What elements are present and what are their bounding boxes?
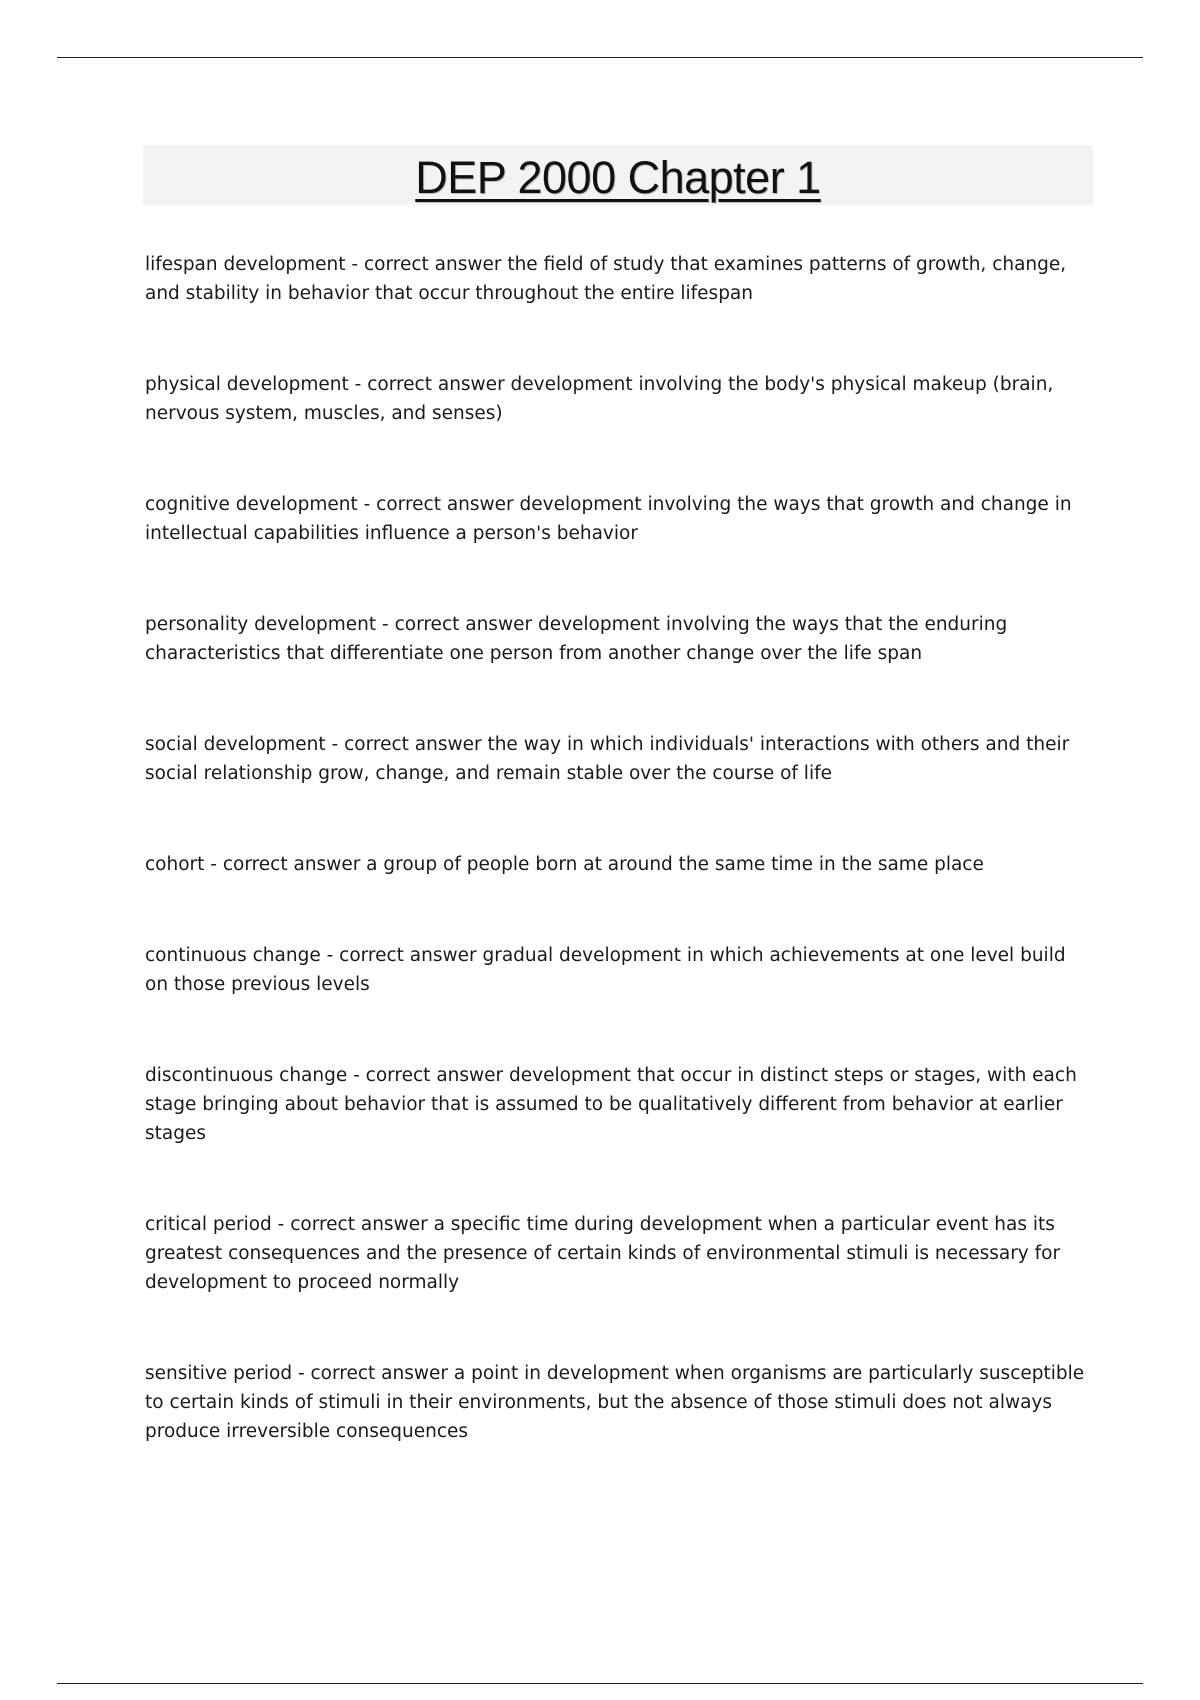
- definition-physical-development: physical development - correct answer development involving the body's physical makeup (brain, nervous system, muscles, and senses): [145, 374, 1054, 424]
- bottom-divider: [57, 1683, 1143, 1684]
- definition-cohort: cohort - correct answer a group of people born at around the same time in the same place: [145, 854, 984, 875]
- definition-discontinuous-change: discontinuous change - correct answer development that occur in distinct steps or stages, with each stage bringing about behavior that is assumed to be qualitatively different from behavior at earlier stages: [145, 1065, 1077, 1144]
- definition-social-development: social development - correct answer the way in which individuals' interactions with others and their social relationship grow, change, and remain stable over the course of life: [145, 734, 1070, 784]
- definition-lifespan-development: lifespan development - correct answer the field of study that examines patterns of growth, change, and stability in behavior that occur throughout the entire lifespan: [145, 254, 1067, 304]
- title-band: [143, 145, 1093, 205]
- definition-critical-period: critical period - correct answer a specific time during development when a particular event has its greatest consequences and the presence of certain kinds of environmental stimuli is necessary for development to proceed normally: [145, 1214, 1061, 1293]
- definition-personality-development: personality development - correct answer development involving the ways that the enduring characteristics that differentiate one person from another change over the life span: [145, 614, 1008, 664]
- definition-continuous-change: continuous change - correct answer gradual development in which achievements at one level build on those previous levels: [145, 945, 1066, 995]
- definition-list: [145, 250, 1090, 1446]
- page-title: DEP 2000 Chapter 1: [415, 152, 821, 203]
- top-divider: [57, 57, 1143, 58]
- definition-sensitive-period: sensitive period - correct answer a point in development when organisms are particularly susceptible to certain kinds of stimuli in their environments, but the absence of those stimuli does not always produce irreversible consequences: [145, 1363, 1085, 1442]
- definition-cognitive-development: cognitive development - correct answer development involving the ways that growth and change in intellectual capabilities influence a person's behavior: [145, 494, 1072, 544]
